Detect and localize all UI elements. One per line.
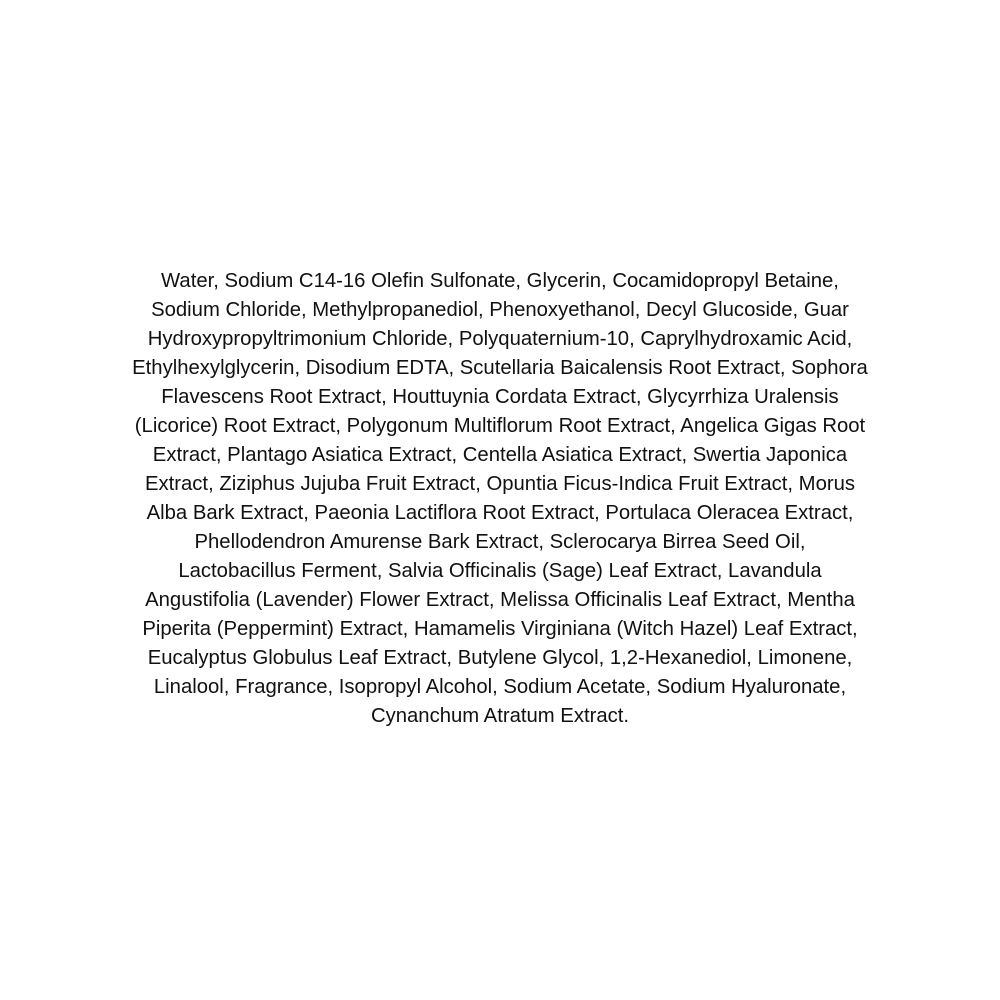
- ingredients-line: Ethylhexylglycerin, Disodium EDTA, Scutellaria Baicalensis Root Extract, Sophora: [132, 357, 868, 379]
- ingredients-line: Extract, Plantago Asiatica Extract, Centella Asiatica Extract, Swertia Japonica: [152, 444, 848, 466]
- ingredients-line: Piperita (Peppermint) Extract, Hamamelis Virginiana (Witch Hazel) Leaf Extract,: [142, 618, 858, 640]
- ingredients-line: Flavescens Root Extract, Houttuynia Cordata Extract, Glycyrrhiza Uralensis: [161, 386, 839, 408]
- ingredients-line: Phellodendron Amurense Bark Extract, Sclerocarya Birrea Seed Oil,: [194, 531, 806, 553]
- ingredients-line: Cynanchum Atratum Extract.: [370, 705, 630, 727]
- ingredients-line: Water, Sodium C14-16 Olefin Sulfonate, Glycerin, Cocamidopropyl Betaine,: [161, 270, 839, 292]
- ingredients-line: Hydroxypropyltrimonium Chloride, Polyquaternium-10, Caprylhydroxamic Acid,: [147, 328, 853, 350]
- ingredients-line: Alba Bark Extract, Paeonia Lactiflora Root Extract, Portulaca Oleracea Extract,: [146, 502, 854, 524]
- ingredients-line: (Licorice) Root Extract, Polygonum Multiflorum Root Extract, Angelica Gigas Root: [134, 415, 866, 437]
- ingredients-line: Linalool, Fragrance, Isopropyl Alcohol, Sodium Acetate, Sodium Hyaluronate,: [153, 676, 847, 698]
- ingredients-line: Extract, Ziziphus Jujuba Fruit Extract, Opuntia Ficus-Indica Fruit Extract, Morus: [144, 473, 856, 495]
- ingredients-line: Angustifolia (Lavender) Flower Extract, Melissa Officinalis Leaf Extract, Mentha: [145, 589, 855, 611]
- ingredients-line: Eucalyptus Globulus Leaf Extract, Butylene Glycol, 1,2-Hexanediol, Limonene,: [147, 647, 853, 669]
- ingredients-list: [90, 267, 910, 731]
- ingredients-line: Lactobacillus Ferment, Salvia Officinalis (Sage) Leaf Extract, Lavandula: [178, 560, 822, 582]
- ingredients-line: Sodium Chloride, Methylpropanediol, Phenoxyethanol, Decyl Glucoside, Guar: [151, 299, 849, 321]
